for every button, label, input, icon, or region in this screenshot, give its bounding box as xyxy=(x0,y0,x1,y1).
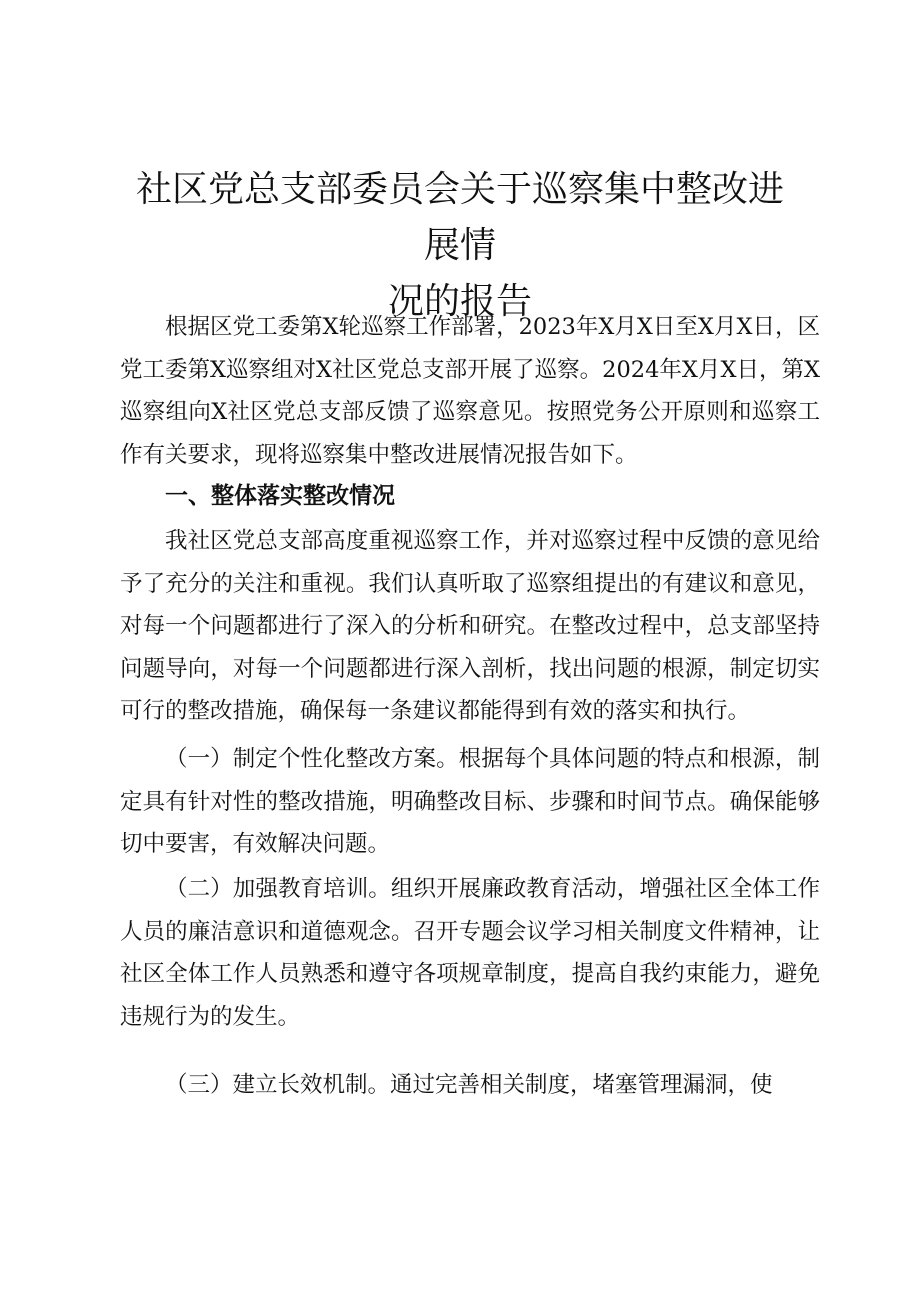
section-1-item-1: （一）制定个性化整改方案。根据每个具体问题的特点和根源，制定具有针对性的整改措施，明确整改目标、步骤和时间节点。确保能够切中要害，有效解决问题。 xyxy=(120,746,820,857)
intro-paragraph: 根据区党工委第X轮巡察工作部署，2023年X月X日至X月X日，区党工委第X巡察组对X社区党总支部开展了巡察。2024年X月X日，第X巡察组向X社区党总支部反馈了巡察意见。按照党务公开原则和巡察工作有关要求，现将巡察集中整改进展情况报告如下。 xyxy=(120,314,820,468)
document-title xyxy=(130,162,790,330)
section-1-item-3: （三）建立长效机制。通过完善相关制度，堵塞管理漏洞，使 xyxy=(165,1072,773,1098)
section-1-item-2: （二）加强教育培训。组织开展廉政教育活动，增强社区全体工作人员的廉洁意识和道德观念。召开专题会议学习相关制度文件精神，让社区全体工作人员熟悉和遵守各项规章制度，提高自我约束能力，避免违规行为的发生。 xyxy=(120,876,820,1030)
title-line-2: 况的报告 xyxy=(387,281,532,322)
title-line-1: 社区党总支部委员会关于巡察集中整改进展情 xyxy=(135,169,784,266)
section-heading-1: 一、整体落实整改情况 xyxy=(165,483,395,509)
section-1-paragraph: 我社区党总支部高度重视巡察工作，并对巡察过程中反馈的意见给予了充分的关注和重视。我们认真听取了巡察组提出的有建议和意见，对每一个问题都进行了深入的分析和研究。在整改过程中，总支部坚持问题导向，对每一个问题都进行深入剖析，找出问题的根源，制定切实可行的整改措施，确保每一条建议都能得到有效的落实和执行。 xyxy=(120,528,820,724)
